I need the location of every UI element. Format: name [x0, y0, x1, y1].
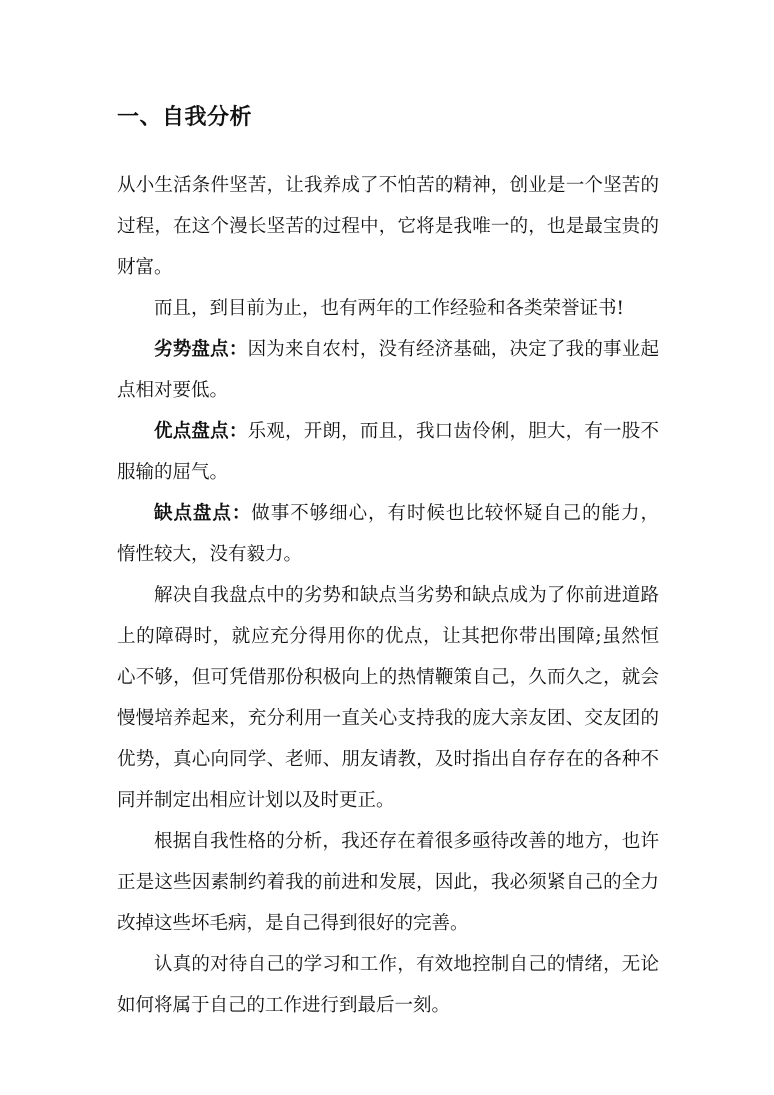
strengths-label: 优点盘点： — [154, 421, 248, 442]
disadvantages-text: 因为来自农村，没有经济基础，决定了我的事业起点相对要低。 — [117, 339, 659, 401]
section-heading: 一、自我分析 — [117, 105, 253, 130]
weaknesses-text: 做事不够细心，有时候也比较怀疑自己的能力， 惰性较大，没有毅力。 — [117, 503, 659, 565]
paragraph-solution: 解决自我盘点中的劣势和缺点当劣势和缺点成为了你前进道路上的障碍时，就应充分得用你的优点，让其把你带出围障;虽然恒心不够，但可凭借那份积极向上的热情鞭策自己，久而久之，就会慢慢培养起来，充分利用一直关心支持我的庞大亲友团、交友团的优势，真心向同学、老师、朋友请教，及时指出自存存在的各种不同并制定出相应计划以及时更正。 — [117, 585, 659, 811]
weaknesses-label: 缺点盘点： — [154, 503, 252, 524]
paragraph-background: 从小生活条件坚苦，让我养成了不怕苦的精神，创业是一个坚苦的过程，在这个漫长坚苦的过程中，它将是我唯一的，也是最宝贵的财富。 — [117, 175, 659, 278]
paragraph-strengths — [117, 411, 659, 493]
paragraph-disadvantages — [117, 329, 659, 411]
paragraph-weaknesses — [117, 493, 659, 575]
paragraph-experience: 而且，到目前为止，也有两年的工作经验和各类荣誉证书! — [154, 298, 624, 319]
paragraph-personality: 根据自我性格的分析，我还存在着很多亟待改善的地方，也许正是这些因素制约着我的前进和发展，因此，我必须紧自己的全力改掉这些坏毛病，是自己得到很好的完善。 — [117, 831, 659, 934]
disadvantages-label: 劣势盘点： — [154, 339, 248, 360]
strengths-text: 乐观，开朗，而且，我口齿伶俐，胆大，有一股不服输的屈气。 — [117, 421, 659, 483]
document-body — [117, 165, 659, 1026]
paragraph-attitude: 认真的对待自己的学习和工作，有效地控制自己的情绪，无论如何将属于自己的工作进行到最后一刻。 — [117, 954, 659, 1016]
